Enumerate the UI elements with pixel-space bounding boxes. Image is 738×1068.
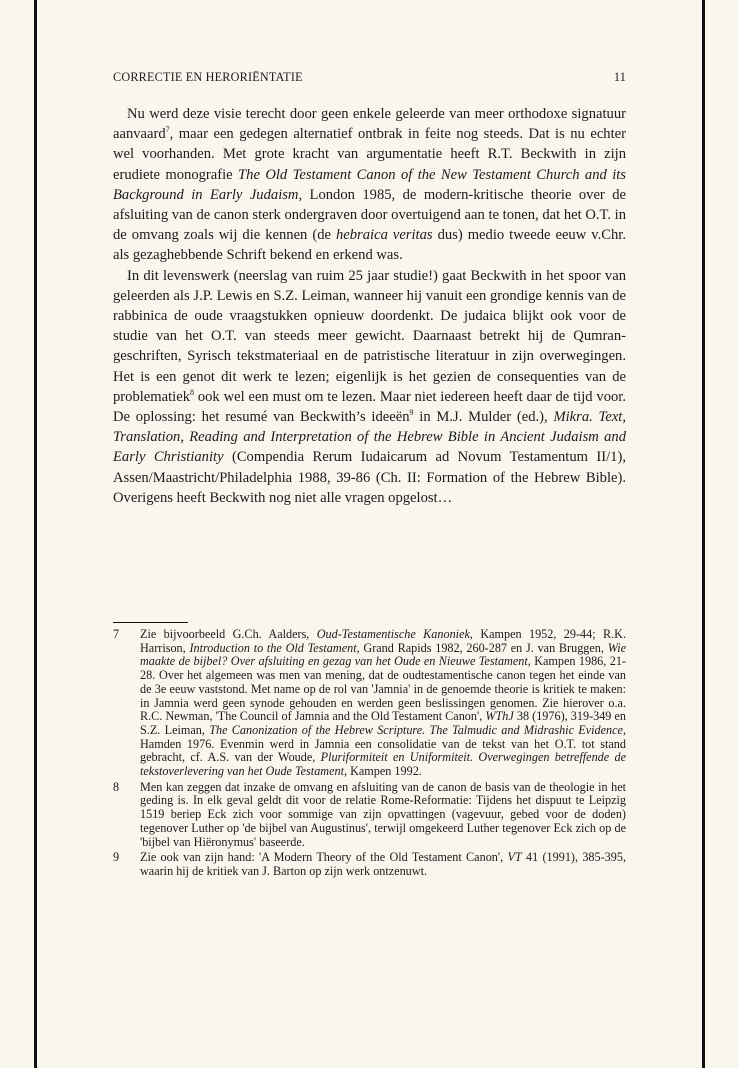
footnote-ref-8[interactable]: 8 bbox=[190, 387, 194, 397]
page-binding-line-right bbox=[702, 0, 705, 1068]
footnote-8 bbox=[113, 781, 626, 850]
footnote-number: 7 bbox=[113, 627, 120, 641]
latin-term: hebraica veritas bbox=[335, 227, 433, 244]
running-header bbox=[113, 70, 626, 85]
main-text bbox=[113, 104, 626, 508]
footnote-ref-9[interactable]: 9 bbox=[409, 408, 414, 418]
running-title: CORRECTIE EN HERORIËNTATIE bbox=[113, 70, 303, 84]
footnote-separator bbox=[113, 622, 188, 623]
footnote-text: Zie ook van zijn hand: 'A Modern Theory of the Old Testament Canon', VT 41 (1991), 385-395, waarin hij de kritiek van J. Barton op zijn werk ontzenuwt. bbox=[140, 850, 626, 878]
footnote-number: 9 bbox=[113, 850, 120, 865]
footnote-text: Zie bijvoorbeeld G.Ch. Aalders, Oud-Testamentische Kanoniek, Kampen 1952, 29-44; R.K. Harrison, Introduction to the Old Testament, Grand Rapids 1982, 260-287 en J. van Bruggen, Wie maakte de bijbel? Over afsluiting en gezag van het Oude en Nieuwe Testament, Kampen 1986, 21-28. Over het algemeen was men van mening, dat de oudtestamentische canon tegen het einde van de 3e eeuw vaststond. Met name op de rol van 'Jamnia' in de genoemde theorie is kritiek te maken: in Jamnia werd geen synode gehouden en werden geen beslissingen genomen. Zie hierover o.a. R.C. Newman, 'The Council of Jamnia and the Old Testament Canon', WThJ 38 (1976), 319-349 en S.Z. Leiman, The Canonization of the Hebrew Scripture. The Talmudic and Midrashic Evidence, Hamden 1976. Evenmin werd in Jamnia een consolidatie van de tekst van het O.T. tot stand gebracht, cf. A.S. van der Woude, Pluriformiteit en Uniformiteit. Overwegingen betreffende de tekstoverlevering van het Oude Testament, Kampen 1992. bbox=[140, 627, 626, 779]
paragraph-1: Nu werd deze visie terecht door geen enkele geleerde van meer orthodoxe signatuur aanvaard$^7$, maar een gedegen alternatief ontbrak in feite nog steeds. Dat is nu echter wel voorhanden. Met grote kracht van argumentatie heeft R.T. Beckwith in zijn erudiete monografie The Old Testament Canon of the New Testament Church and its Background in Early Judaism, London 1985, de modern-kritische theorie over de afsluiting van de canon sterk ondergraven door overtuigend aan te tonen, dat het O.T. in de omvang zoals wij die kennen (de hebraica veritas dus) medio tweede eeuw v.Chr. als gezaghebbende Schrift bekend en erkend was. bbox=[113, 106, 626, 264]
footnote-ref-7[interactable]: 7 bbox=[165, 125, 170, 135]
footnote-9 bbox=[113, 851, 626, 878]
footnotes bbox=[113, 628, 626, 881]
footnote-text: Men kan zeggen dat inzake de omvang en afsluiting van de canon de basis van de theologie in het geding is. In elk geval geldt dit voor de relatie Rome-Reformatie: Tijdens het dispuut te Leipzig 1519 beriep Eck zich voor sommige van zijn opvattingen (vagevuur, gebed voor de doden) tegenover Luther op 'de bijbel van Augustinus', terwijl omgekeerd Luther tegenover Eck zich op de 'bijbel van Hiëronymus' baseerde. bbox=[140, 779, 626, 849]
book-title: Mikra. Text, Translation, Reading and Interpretation of the Hebrew Bible in Ancient Judaism and Early Christianity bbox=[113, 409, 626, 466]
paragraph-2: In dit levenswerk (neerslag van ruim 25 jaar studie!) gaat Beckwith in het spoor van geleerden als J.P. Lewis en S.Z. Leiman, wanneer hij vanuit een grondige kennis van de rabbinica de oude vraagstukken opnieuw doordenkt. De judaica blijkt ook voor de studie van het O.T. van steeds meer gewicht. Daarnaast betrekt hij de Qumran-geschriften, Syrisch tekstmateriaal en de patristische literatuur in zijn overwegingen. Het is een genot dit werk te lezen; eigenlijk is het gezien de consequenties van de problematiek$^8$ ook wel een must om te lezen. Maar niet iedereen heeft daar de tijd voor. De oplossing: het resumé van Beckwith’s ideeën$^9$ in M.J. Mulder (ed.), Mikra. Text, Translation, Reading and Interpretation of the Hebrew Bible in Ancient Judaism and Early Christianity (Compendia Rerum Iudaicarum ad Novum Testamentum II/1), Assen/Maastricht/Philadelphia 1988, 39-86 (Ch. II: Formation of the Hebrew Bible). Overigens heeft Beckwith nog niet alle vragen opgelost… bbox=[113, 267, 626, 506]
footnote-7 bbox=[113, 628, 626, 779]
footnote-number: 8 bbox=[113, 779, 120, 794]
page-number: 11 bbox=[613, 70, 626, 84]
book-title: The Old Testament Canon of the New Testament Church and its Background in Early Judaism, bbox=[113, 166, 626, 203]
page-binding-line-left bbox=[34, 0, 37, 1068]
